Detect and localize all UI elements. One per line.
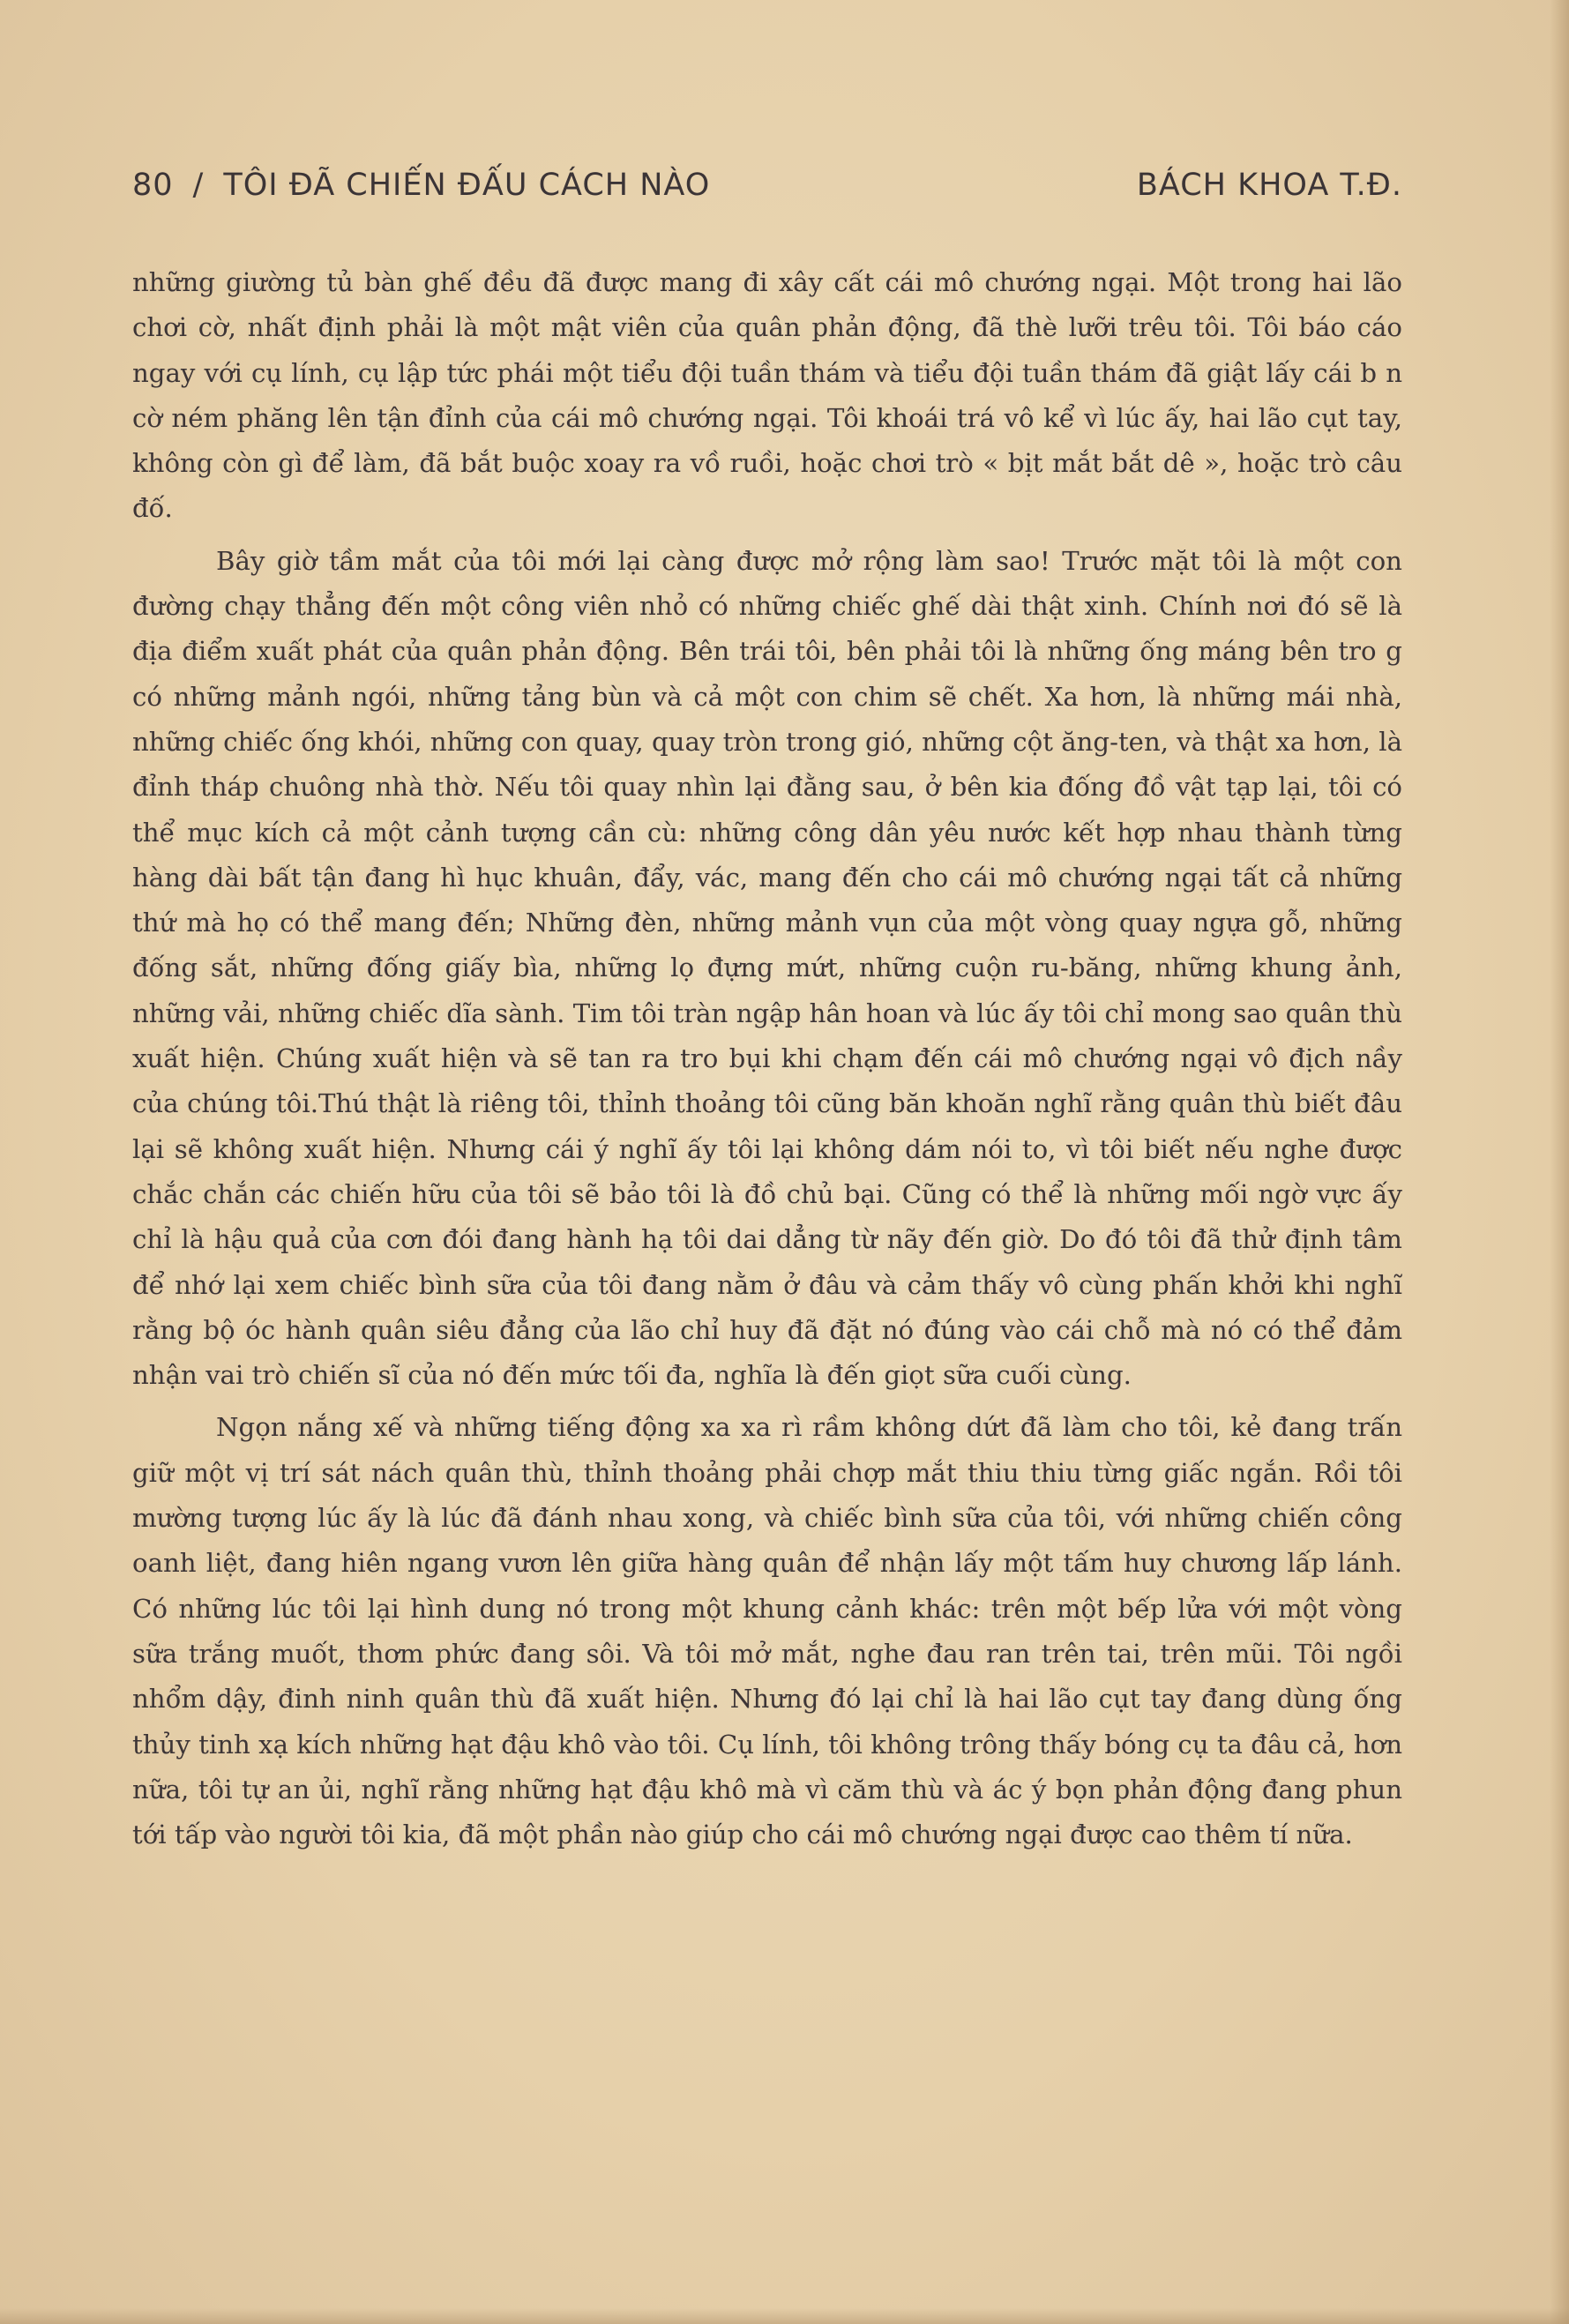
paragraph-2: Bây giờ tầm mắt của tôi mới lại càng được mở rộng làm sao! Trước mặt tôi là một con đường chạy thẳng đến một công viên nhỏ có những chiếc ghế dài thật xinh. Chính nơi đó sẽ là địa điểm xuất phát của quân phản động. Bên trái tôi, bên phải tôi là những ống máng bên tro g có những mảnh ngói, những tảng bùn và cả một con chim sẽ chết. Xa hơn, là những mái nhà, những chiếc ống khói, những con quay, quay tròn trong gió, những cột ăng-ten, và thật xa hơn, là đỉnh tháp chuông nhà thờ. Nếu tôi quay nhìn lại đằng sau, ở bên kia đống đồ vật tạp lại, tôi có thể mục kích cả một cảnh tượng cần cù: những công dân yêu nước kết hợp nhau thành từng hàng dài bất tận đang hì hục khuân, đẩy, vác, mang đến cho cái mô chướng ngại tất cả những thứ mà họ có thể mang đến; Những đèn, những mảnh vụn của một vòng quay ngựa gỗ, những đống sắt, những đống giấy bìa, những lọ đựng mứt, những cuộn ru-băng, những khung ảnh, những vải, những chiếc dĩa sành. Tim tôi tràn ngập hân hoan và lúc ấy tôi chỉ mong sao quân thù xuất hiện. Chúng xuất hiện và sẽ tan ra tro bụi khi chạm đến cái mô chướng ngại vô địch nầy của chúng tôi.Thú thật là riêng tôi, thỉnh thoảng tôi cũng băn khoăn nghĩ rằng quân thù biết đâu lại sẽ không xuất hiện. Nhưng cái ý nghĩ ấy tôi lại không dám nói to, vì tôi biết nếu nghe được chắc chắn các chiến hữu của tôi sẽ bảo tôi là đồ chủ bại. Cũng có thể là những mối ngờ vực ấy chỉ là hậu quả của cơn đói đang hành hạ tôi dai dẳng từ nãy đến giờ. Do đó tôi đã thử định tâm để nhớ lại xem chiếc bình sữa của tôi đang nằm ở đâu và cảm thấy vô cùng phấn khởi khi nghĩ rằng bộ óc hành quân siêu đẳng của lão chỉ huy đã đặt nó đúng vào cái chỗ mà nó có thể đảm nhận vai trò chiến sĩ của nó đến mức tối đa, nghĩa là đến giọt sữa cuối cùng. [132, 545, 1403, 1391]
series-title: BÁCH KHOA T.Đ. [1136, 168, 1402, 203]
body-text [132, 260, 1402, 1857]
running-header [132, 168, 1402, 212]
header-separator: / [192, 168, 205, 203]
header-left [132, 168, 710, 203]
paragraph-3: Ngọn nắng xế và những tiếng động xa xa rì rầm không dứt đã làm cho tôi, kẻ đang trấn giữ một vị trí sát nách quân thù, thỉnh thoảng phải chợp mắt thiu thiu từng giấc ngắn. Rồi tôi mường tượng lúc ấy là lúc đã đánh nhau xong, và chiếc bình sữa của tôi, với những chiến công oanh liệt, đang hiên ngang vươn lên giữa hàng quân để nhận lấy một tấm huy chương lấp lánh. Có những lúc tôi lại hình dung nó trong một khung cảnh khác: trên một bếp lửa với một vòng sữa trắng muốt, thơm phức đang sôi. Và tôi mở mắt, nghe đau ran trên tai, trên mũi. Tôi ngồi nhổm dậy, đinh ninh quân thù đã xuất hiện. Nhưng đó lại chỉ là hai lão cụt tay đang dùng ống thủy tinh xạ kích những hạt đậu khô vào tôi. Cụ lính, tôi không trông thấy bóng cụ ta đâu cả, hơn nữa, tôi tự an ủi, nghĩ rằng những hạt đậu khô mà vì căm thù và ác ý bọn phản động đang phun tới tấp vào người tôi kia, đã một phần nào giúp cho cái mô chướng ngại được cao thêm tí nữa. [132, 1412, 1402, 1850]
page-edge-shadow-right [1550, 0, 1569, 2324]
paragraph-1: những giường tủ bàn ghế đều đã được mang đi xây cất cái mô chướng ngại. Một trong hai lão chơi cờ, nhất định phải là một mật viên của quân phản động, đã thè lưỡi trêu tôi. Tôi báo cáo ngay với cụ lính, cụ lập tức phái một tiểu đội tuần thám và tiểu đội tuần thám đã giật lấy cái b n cờ ném phăng lên tận đỉnh của cái mô chướng ngại. Tôi khoái trá vô kể vì lúc ấy, hai lão cụt tay, không còn gì để làm, đã bắt buộc xoay ra vồ ruồi, hoặc chơi trò « bịt mắt bắt dê », hoặc trò câu đố. [132, 267, 1402, 524]
page-number: 80 [132, 168, 174, 203]
chapter-title: TÔI ĐÃ CHIẾN ĐẤU CÁCH NÀO [223, 168, 711, 203]
page-edge-shadow-bottom [0, 2308, 1569, 2324]
